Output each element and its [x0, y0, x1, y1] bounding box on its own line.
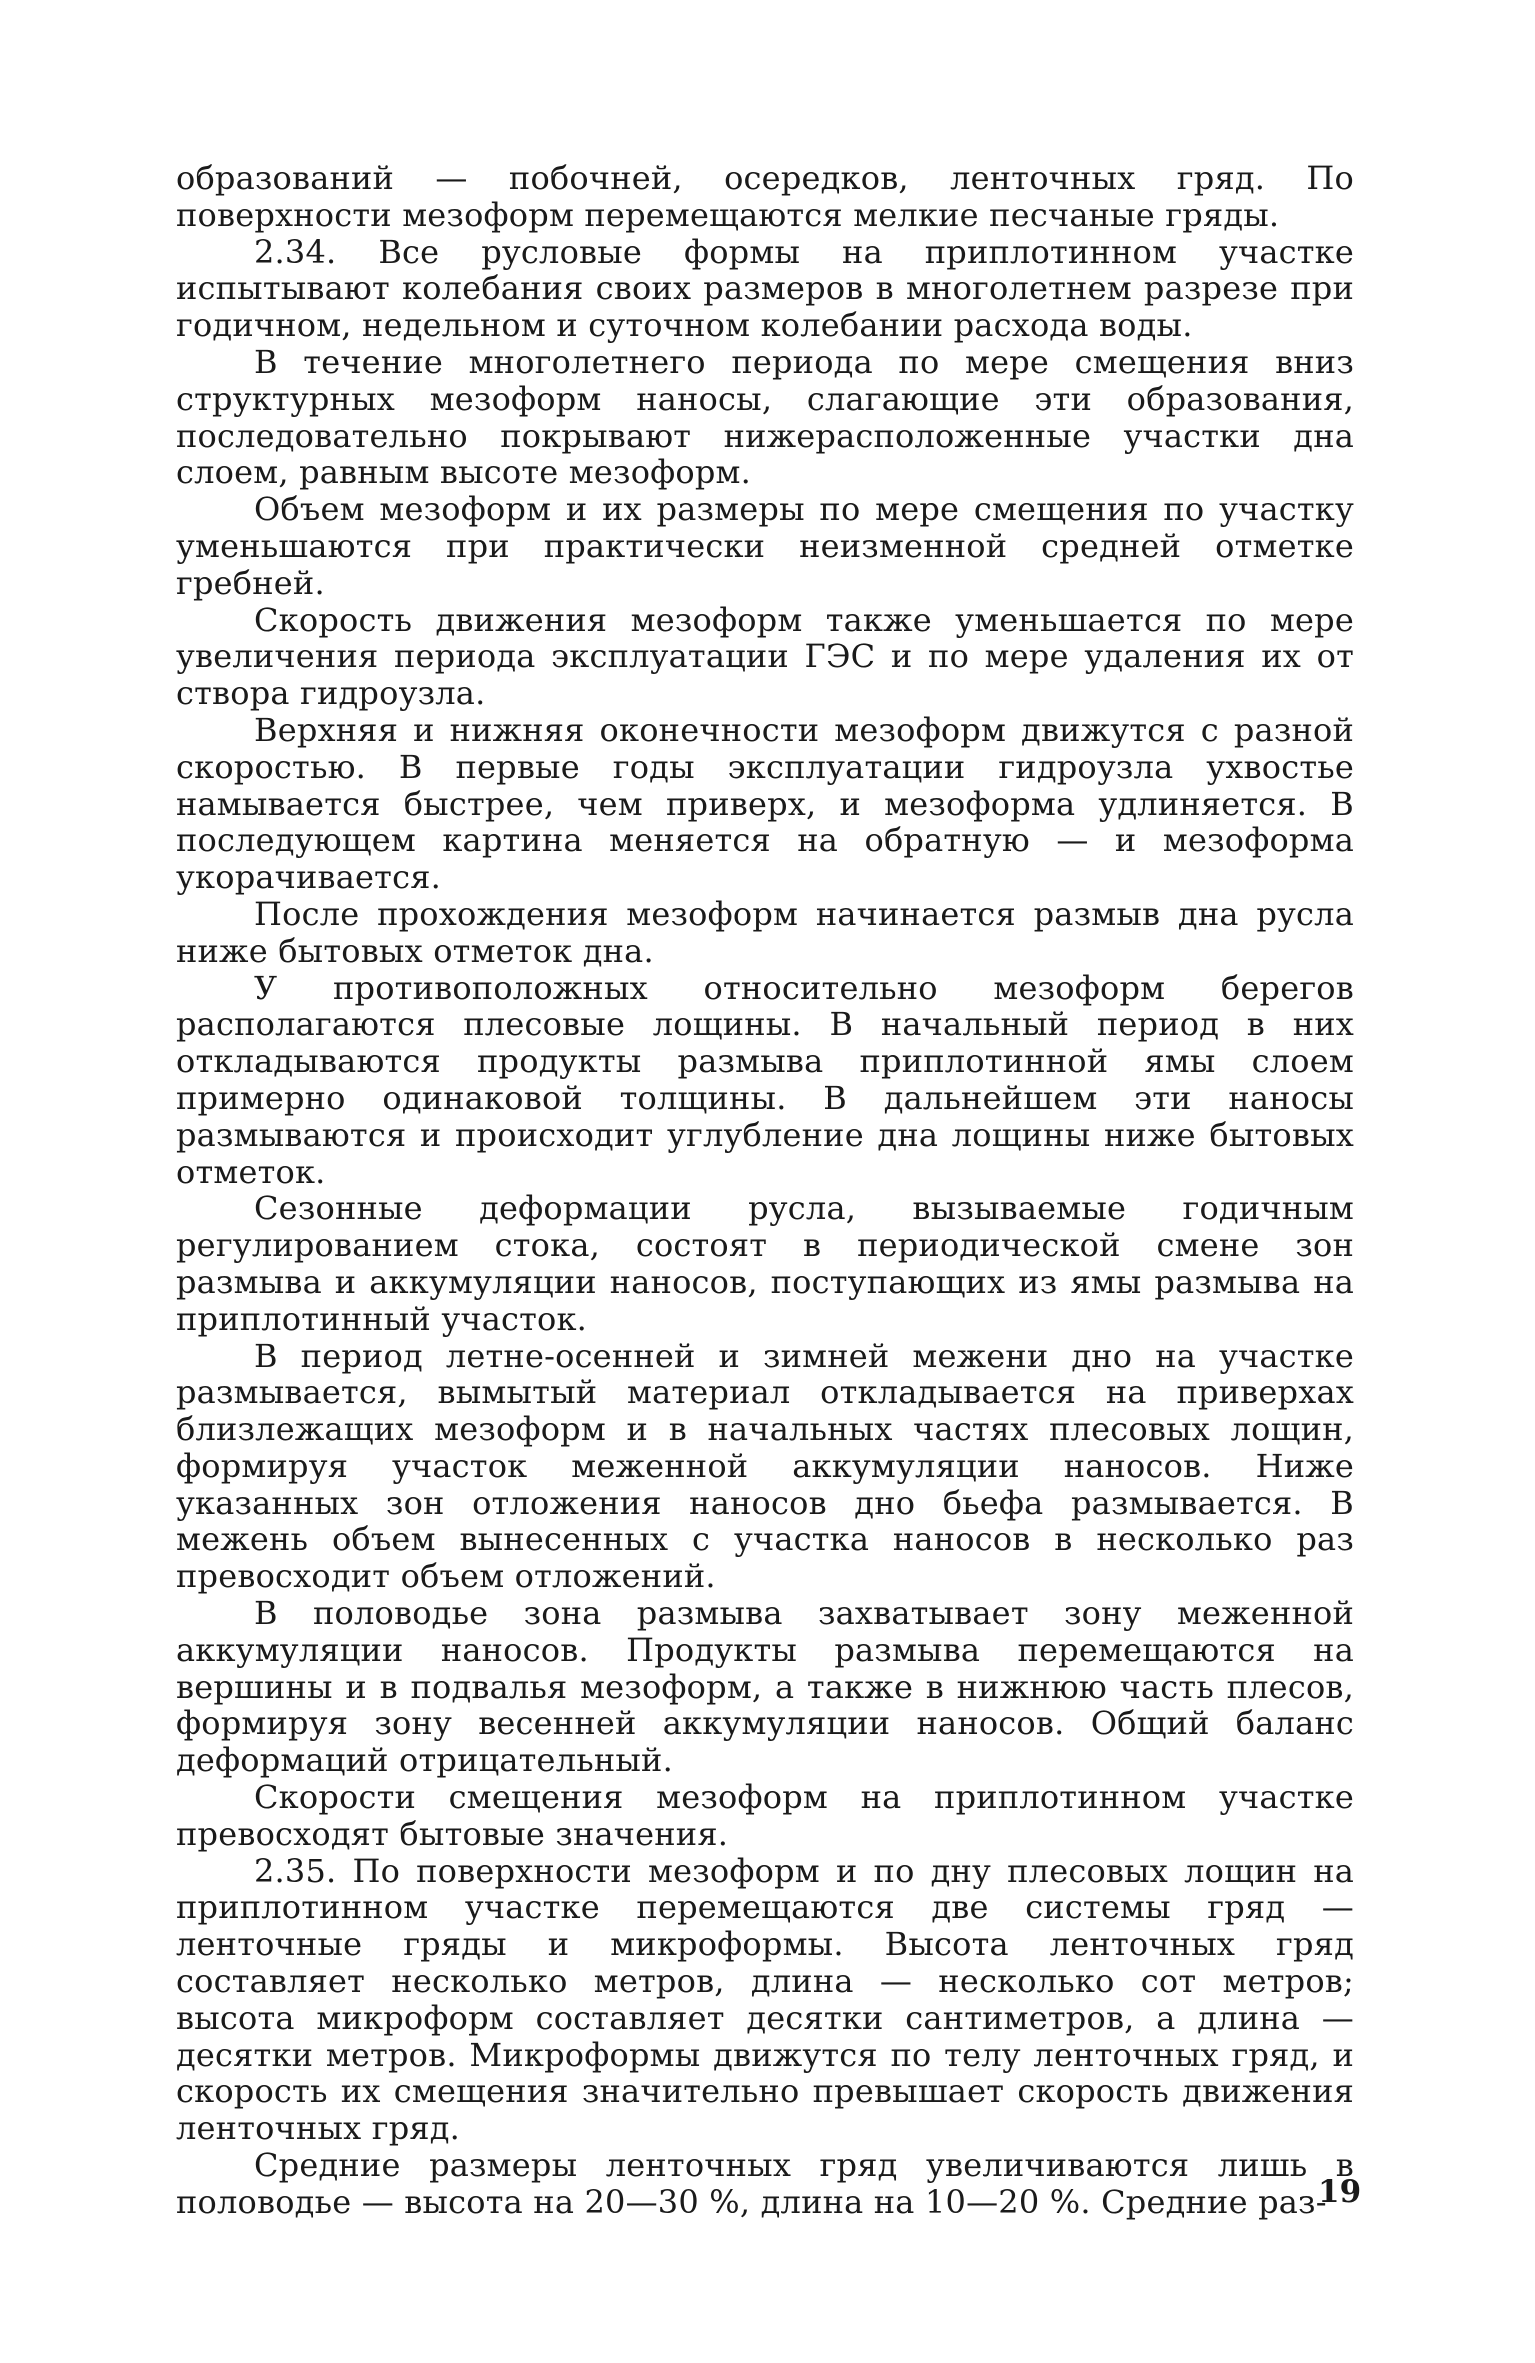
paragraph: Верхняя и нижняя оконечности мезоформ движутся с разной скоростью. В первые годы эксплуатации гидроузла ухвостье намывается быстрее, чем приверх, и мезоформа удлиняется. В последующем картина меняется на обратную — и мезоформа укорачивается.	[176, 710, 1354, 897]
page-number: 19	[1318, 2174, 1362, 2210]
paragraph: Скорость движения мезоформ также уменьшается по мере увеличения периода эксплуатации ГЭС и по мере удаления их от створа гидроузла.	[176, 600, 1354, 713]
paragraph: У противоположных относительно мезоформ берегов располагаются плесовые лощины. В начальный период в них откладываются продукты размыва приплотинной ямы слоем примерно одинаковой толщины. В дальнейшем эти наносы размываются и происходит углубление дна лощины ниже бытовых отметок.	[176, 968, 1354, 1191]
paragraph: Сезонные деформации русла, вызываемые годичным регулированием стока, состоят в периодической смене зон размыва и аккумуляции наносов, поступающих из ямы размыва на приплотинный участок.	[176, 1189, 1354, 1338]
paragraph: После прохождения мезоформ начинается размыв дна русла ниже бытовых отметок дна.	[176, 894, 1354, 970]
page-body	[176, 160, 1354, 2221]
paragraph: Средние размеры ленточных гряд увеличиваются лишь в половодье — высота на 20—30 %, длина на 10—20 %. Средние раз-	[176, 2146, 1354, 2221]
paragraph: В период летне-осенней и зимней межени дно на участке размывается, вымытый материал откладывается на приверхах близлежащих мезоформ и в начальных частях плесовых лощин, формируя участок меженной аккумуляции наносов. Ниже указанных зон отложения наносов дно бьефа размывается. В межень объем вынесенных с участка наносов в несколько раз превосходит объем отложений.	[176, 1336, 1354, 1596]
paragraph: образований — побочней, осередков, ленточных гряд. По поверхности мезоформ перемещаются мелкие песчаные гряды.	[176, 159, 1354, 234]
paragraph: Скорости смещения мезоформ на приплотинном участке превосходят бытовые значения.	[176, 1778, 1354, 1853]
paragraph: 2.35. По поверхности мезоформ и по дну плесовых лощин на приплотинном участке перемещаются две системы гряд — ленточные гряды и микроформы. Высота ленточных гряд составляет несколько метров, длина — несколько сот метров; высота микроформ составляет десятки сантиметров, а длина — десятки метров. Микроформы движутся по телу ленточных гряд, и скорость их смещения значительно превышает скорость движения ленточных гряд.	[176, 1851, 1354, 2148]
paragraph: Объем мезоформ и их размеры по мере смещения по участку уменьшаются при практически неизменной средней отметке гребней.	[176, 490, 1354, 602]
paragraph: 2.34. Все русловые формы на приплотинном участке испытывают колебания своих размеров в многолетнем разрезе при годичном, недельном и суточном колебании расхода воды.	[176, 232, 1354, 345]
paragraph: В половодье зона размыва захватывает зону меженной аккумуляции наносов. Продукты размыва перемещаются на вершины и в подвалья мезоформ, а также в нижнюю часть плесов, формируя зону весенней аккумуляции наносов. Общий баланс деформаций отрицательный.	[176, 1594, 1354, 1780]
paragraph: В течение многолетнего периода по мере смещения вниз структурных мезоформ наносы, слагающие эти образования, последовательно покрывают нижерасположенные участки дна слоем, равным высоте мезоформ.	[176, 342, 1354, 492]
